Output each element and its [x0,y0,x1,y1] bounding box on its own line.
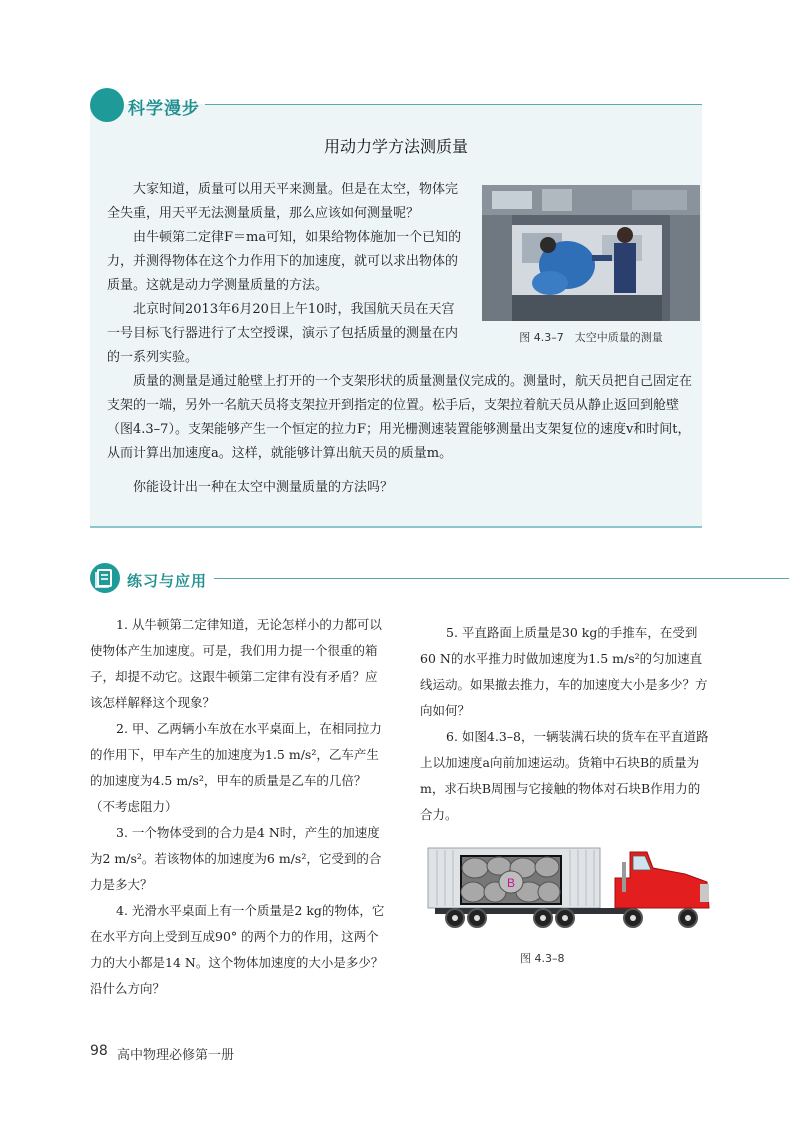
science-paragraph-5: 你能设计出一种在太空中测量质量的方法吗？ [133,480,394,495]
question-5: 5. 平直路面上质量是30 kg的手推车，在受到60 N的水平推力时做加速度为1.5 m/s²的匀加速直线运动。如果撤去推力，车的加速度大小是多少？方向如何？ [420,625,708,718]
exercise-section-title: 练习与应用 [127,572,208,590]
science-section-title: 科学漫步 [128,99,200,119]
rock-b-label: B [507,876,516,890]
photo-caption: 图 4.3–7 太空中质量的测量 [519,331,663,344]
truck-caption: 图 4.3–8 [520,952,565,965]
truck-illustration [425,842,715,934]
page-number: 98 [90,1043,108,1059]
question-2: 2. 甲、乙两辆小车放在水平桌面上，在相同拉力的作用下，甲车产生的加速度为1.5 m/s²，乙车产生的加速度为4.5 m/s²，甲车的质量是乙车的几倍？（不考虑阻力） [90,721,382,814]
question-4: 4. 光滑水平桌面上有一个质量是2 kg的物体，它在水平方向上受到互成90° 的两个力的作用，这两个力的大小都是14 N。这个物体加速度的大小是多少？沿什么方向？ [90,903,385,996]
space-station-photo [482,185,700,321]
article-title: 用动力学方法测质量 [323,137,468,156]
exercise-icon [90,563,120,593]
science-box-bottom-border [90,526,702,528]
science-paragraph-3: 北京时间2013年6月20日上午10时，我国航天员在天宫一号目标飞行器进行了太空授课，演示了包括质量的测量在内的一系列实验。 [107,302,459,365]
exercise-divider [214,578,789,579]
question-1: 1. 从牛顿第二定律知道，无论怎样小的力都可以使物体产生加速度。可是，我们用力提一个很重的箱子，却提不动它。这跟牛顿第二定律有没有矛盾？应该怎样解释这个现象？ [90,617,382,710]
question-3: 3. 一个物体受到的合力是4 N时，产生的加速度为2 m/s²。若该物体的加速度为6 m/s²，它受到的合力是多大？ [90,825,382,892]
section-divider [205,104,702,105]
science-paragraph-2: 由牛顿第二定律F＝ma可知，如果给物体施加一个已知的力，并测得物体在这个力作用下的加速度，就可以求出物体的质量。这就是动力学测量质量的方法。 [107,230,462,293]
book-title: 高中物理必修第一册 [117,1048,235,1063]
section-badge-circle [90,88,124,122]
science-paragraph-4: 质量的测量是通过舱壁上打开的一个支架形状的质量测量仪完成的。测量时，航天员把自己固定在支架的一端，另外一名航天员将支架拉开到指定的位置。松手后，支架拉着航天员从静止返回到舱壁（图4.3–7）。支架能够产生一个恒定的拉力F；用光栅测速装置能够测量出支架复位的速度v和时间t，从而计算出加速度a。这样，就能够计算出航天员的质量m。 [107,374,693,461]
science-paragraph-1: 大家知道，质量可以用天平来测量。但是在太空，物体完全失重，用天平无法测量质量，那么应该如何测量呢？ [107,182,459,221]
question-6: 6. 如图4.3–8，一辆装满石块的货车在平直道路上以加速度a向前加速运动。货箱中石块B的质量为m，求石块B周围与它接触的物体对石块B作用力的合力。 [420,729,709,822]
